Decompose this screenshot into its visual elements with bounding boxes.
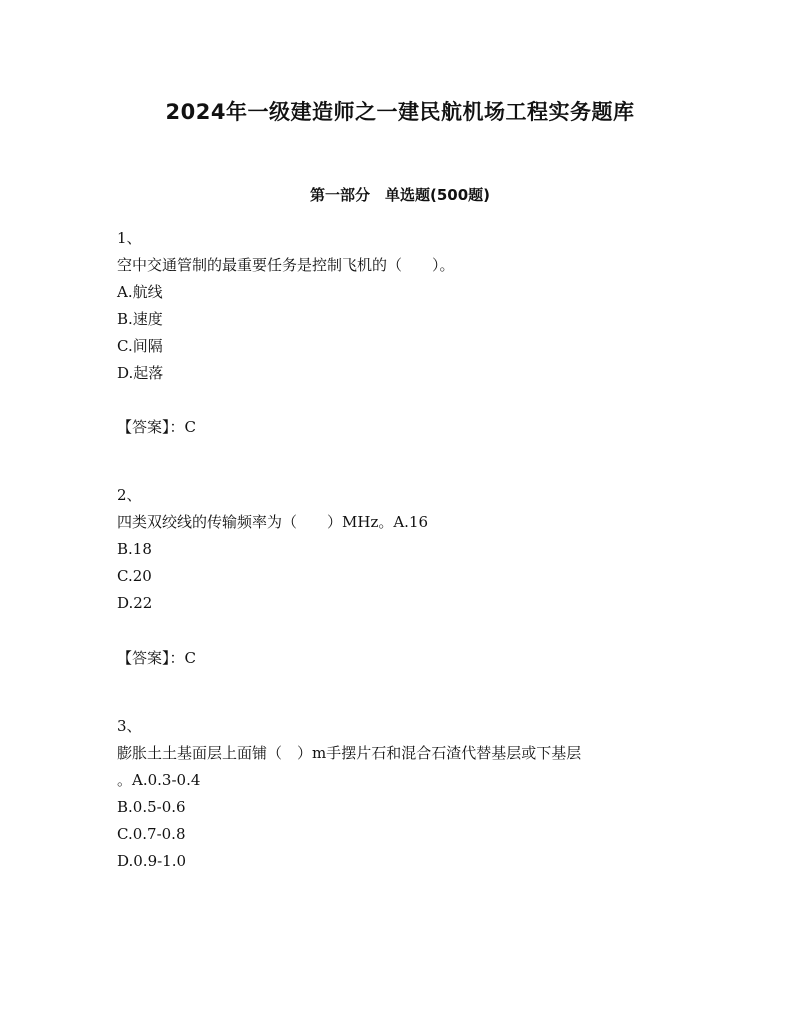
option-b: B.0.5-0.6: [117, 798, 186, 816]
option-d: D.0.9-1.0: [117, 852, 187, 870]
question-number: 3、: [117, 717, 142, 735]
answer-line: 【答案】：C: [117, 649, 196, 667]
option-b: B.速度: [117, 310, 163, 328]
option-c: C.间隔: [117, 337, 163, 355]
question-stem-continued: 。A.0.3-0.4: [117, 771, 201, 789]
option-b: B.18: [117, 540, 152, 558]
option-d: D.起落: [117, 364, 164, 382]
option-d: D.22: [117, 594, 153, 612]
answer-line: 【答案】：C: [117, 418, 196, 436]
question-stem: 膨胀土土基面层上面铺（ ）m手摆片石和混合石渣代替基层或下基层: [117, 744, 582, 762]
question-stem: 四类双绞线的传输频率为（ ）MHz。A.16: [117, 513, 429, 531]
document-title: 2024年一级建造师之一建民航机场工程实务题库: [165, 100, 635, 124]
option-c: C.20: [117, 567, 152, 585]
question-number: 1、: [117, 229, 142, 247]
option-c: C.0.7-0.8: [117, 825, 186, 843]
question-number: 2、: [117, 486, 142, 504]
section-title: 第一部分 单选题(500题): [309, 186, 491, 204]
question-stem: 空中交通管制的最重要任务是控制飞机的（ ）。: [117, 256, 455, 274]
option-a: A.航线: [117, 283, 163, 301]
